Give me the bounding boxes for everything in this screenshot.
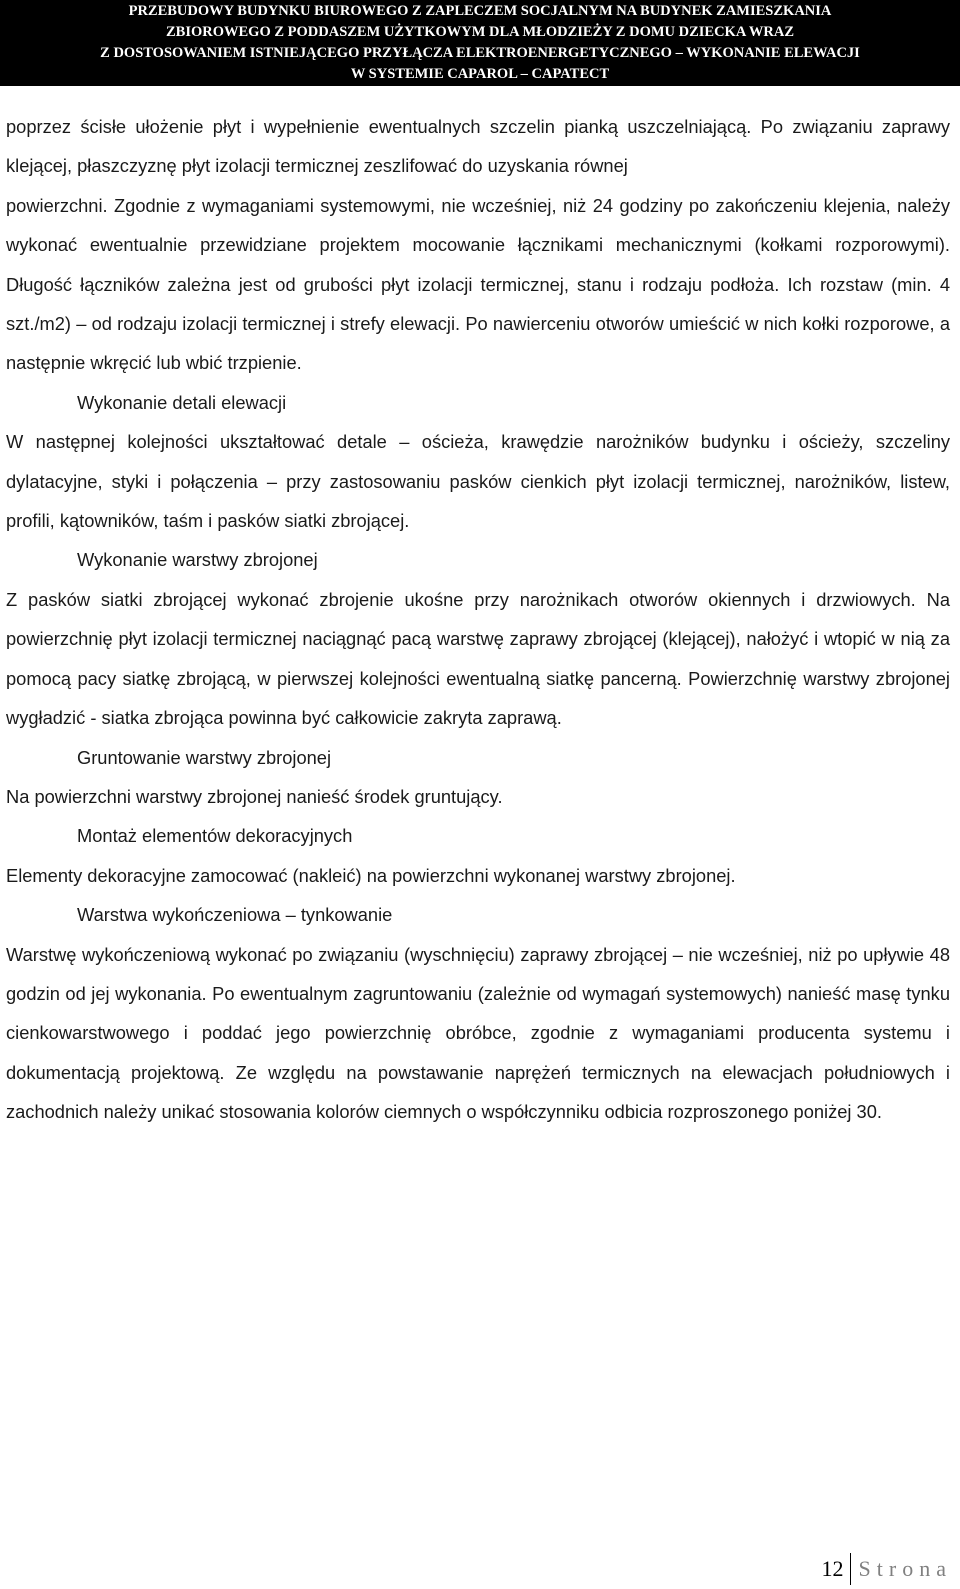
section-heading: Wykonanie warstwy zbrojonej <box>77 549 318 571</box>
paragraph: Na powierzchni warstwy zbrojonej nanieść środek gruntujący. <box>6 785 503 807</box>
paragraph: Elementy dekoracyjne zamocować (nakleić) na powierzchni wykonanej warstwy zbrojonej. <box>6 864 736 886</box>
document-body <box>6 107 950 1132</box>
header-line: PRZEBUDOWY BUDYNKU BIUROWEGO Z ZAPLECZEM SOCJALNYM NA BUDYNEK ZAMIESZKANIA <box>128 3 832 19</box>
paragraph: powierzchni. Zgodnie z wymaganiami systemowymi, nie wcześniej, niż 24 godziny po zakończeniu klejenia, należy wykonać ewentualnie przewidziane projektem mocowanie łącznikami mechanicznymi (kołkami rozporowymi). Długość łączników zależna jest od grubości płyt izolacji termicznej, stanu i rodzaju podłoża. Ich rozstaw (min. 4 szt./m2) – od rodzaju izolacji termicznej i strefy elewacji. Po nawierceniu otworów umieścić w nich kołki rozporowe, a następnie wkręcić lub wbić trzpienie. <box>6 194 950 374</box>
header-line: Z DOSTOSOWANIEM ISTNIEJĄCEGO PRZYŁĄCZA ELEKTROENERGETYCZNEGO – WYKONANIE ELEWACJI <box>100 45 860 61</box>
page-word: Strona <box>858 1556 952 1581</box>
page-number: 12 <box>821 1556 844 1581</box>
header-line: W SYSTEMIE CAPAROL – CAPATECT <box>350 66 610 82</box>
paragraph: Warstwę wykończeniową wykonać po związaniu (wyschnięciu) zaprawy zbrojącej – nie wcześniej, niż po upływie 48 godzin od jej wykonania. Po ewentualnym zagruntowaniu (zależnie od wymagań systemowych) nanieść masę tynku cienkowarstwowego i poddać jego powierzchnię obróbce, zgodnie z wymaganiami producenta systemu i dokumentacją projektową. Ze względu na powstawanie naprężeń termicznych na elewacjach południowych i zachodnich należy unikać stosowania kolorów ciemnych o współczynniku odbicia rozproszonego poniżej 30. <box>6 943 950 1123</box>
section-heading: Warstwa wykończeniowa – tynkowanie <box>77 904 393 926</box>
page-header <box>0 0 960 86</box>
section-heading: Montaż elementów dekoracyjnych <box>77 825 353 847</box>
section-heading: Wykonanie detali elewacji <box>77 391 287 413</box>
paragraph: W następnej kolejności ukształtować detale – ościeża, krawędzie narożników budynku i ościeży, szczeliny dylatacyjne, styki i połączenia – przy zastosowaniu pasków cienkich płyt izolacji termicznej, narożników, listew, profili, kątowników, taśm i pasków siatki zbrojącej. <box>6 431 950 532</box>
page-footer <box>822 1551 952 1587</box>
section-heading: Gruntowanie warstwy zbrojonej <box>77 746 332 768</box>
footer-divider <box>850 1553 851 1585</box>
header-line: ZBIOROWEGO Z PODDASZEM UŻYTKOWYM DLA MŁODZIEŻY Z DOMU DZIECKA WRAZ <box>165 24 794 40</box>
paragraph: Z pasków siatki zbrojącej wykonać zbrojenie ukośne przy narożnikach otworów okiennych i drzwiowych. Na powierzchnię płyt izolacji termicznej naciągnąć pacą warstwę zaprawy zbrojącej (klejącej), nałożyć i wtopić w nią za pomocą pacy siatkę zbrojącą, w pierwszej kolejności ewentualną siatkę pancerną. Powierzchnię warstwy zbrojonej wygładzić - siatka zbrojąca powinna być całkowicie zakryta zaprawą. <box>6 588 950 729</box>
paragraph: poprzez ścisłe ułożenie płyt i wypełnienie ewentualnych szczelin pianką uszczelniającą. Po związaniu zaprawy klejącej, płaszczyznę płyt izolacji termicznej zeszlifować do uzyskania równej <box>6 116 950 177</box>
